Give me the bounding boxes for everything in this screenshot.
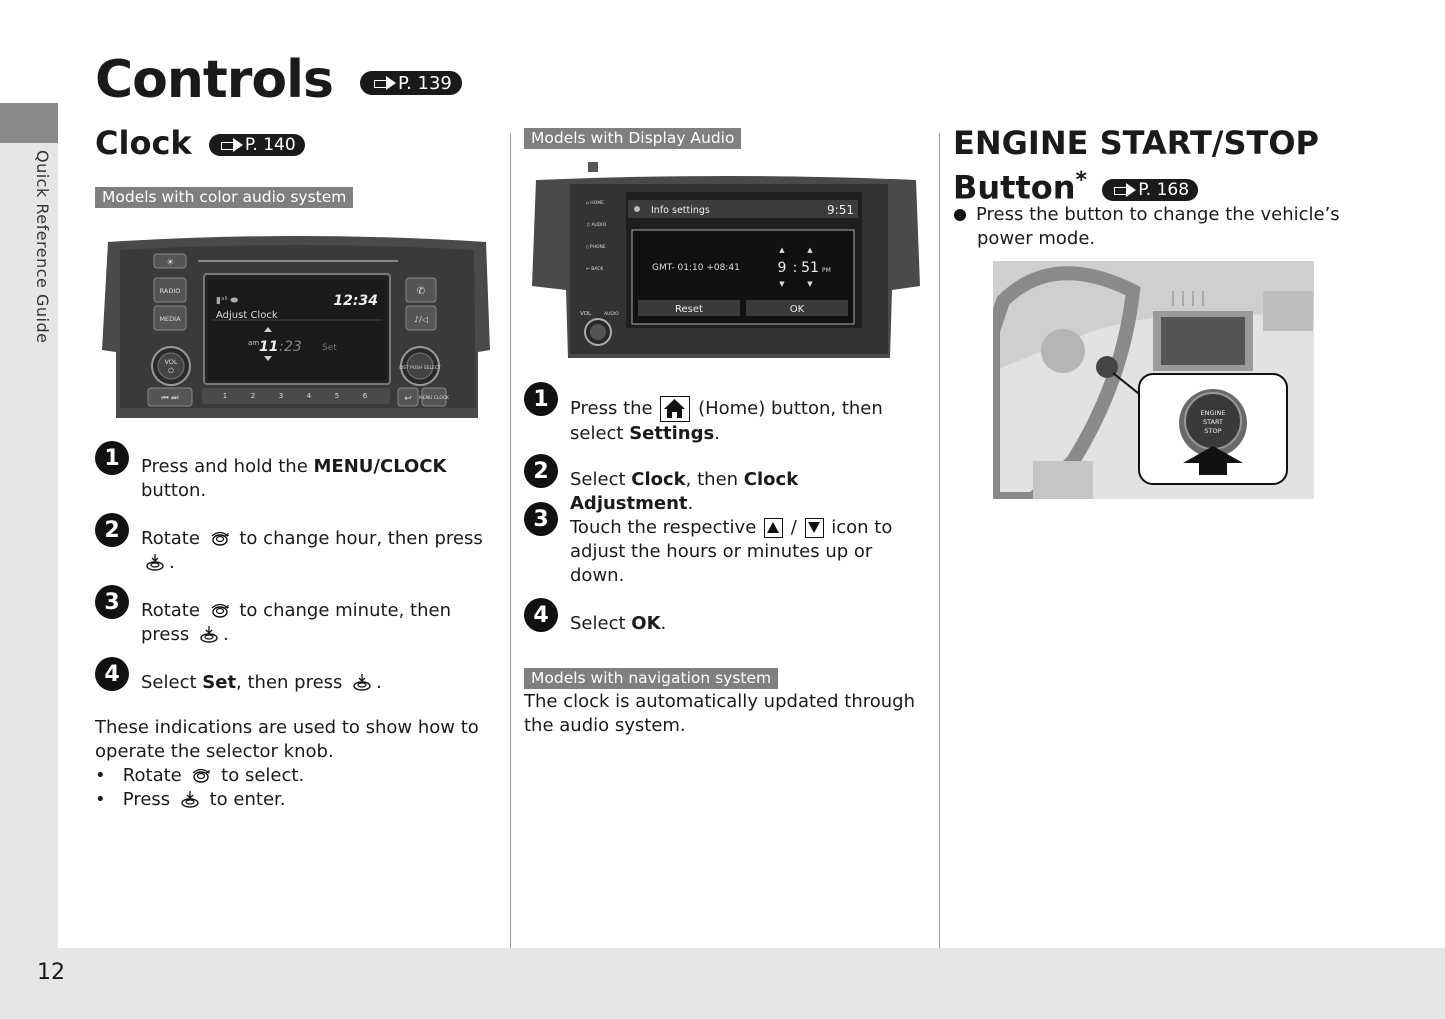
press-knob-icon [198, 625, 220, 643]
svg-text:23: 23 [284, 339, 302, 355]
clock-heading-text: Clock [95, 124, 192, 162]
da-ok-button: OK [789, 304, 805, 315]
svg-text:5: 5 [334, 392, 340, 400]
side-tab-marker [0, 103, 58, 143]
da-step-4: 4 Select OK. [524, 612, 924, 636]
navigation-tag: Models with navigation system [524, 668, 778, 689]
svg-text:▼: ▼ [779, 280, 785, 288]
arrow-right-icon [386, 76, 396, 90]
da-header-time: 9:51 [827, 203, 854, 217]
bullet-rotate: • Rotate to select. [95, 765, 305, 786]
rotate-knob-icon [190, 766, 212, 784]
svg-text:11: 11 [259, 339, 279, 355]
screen-label: Adjust Clock [216, 310, 278, 321]
page-title-text: Controls [95, 50, 333, 110]
vol-knob-label: VOL [164, 358, 178, 366]
display-audio-tag: Models with Display Audio [524, 128, 741, 149]
rotate-knob-icon [209, 529, 231, 547]
svg-text:START: START [1202, 418, 1224, 426]
clock-step-1: 1 Press and hold the MENU/CLOCK button. [95, 455, 495, 503]
svg-text:1: 1 [222, 392, 228, 400]
page-title [95, 50, 462, 110]
engine-heading-line2: Button [953, 168, 1076, 207]
svg-text:GMT- 01:10 +08:41: GMT- 01:10 +08:41 [652, 263, 740, 273]
clock-step-4: 4 Select Set, then press . [95, 671, 495, 695]
step-number: 3 [95, 585, 129, 619]
svg-text:AUDIO: AUDIO [604, 312, 619, 317]
svg-text:VOL: VOL [580, 311, 592, 317]
da-step-1: 1 Press the (Home) button, then select Settings. [524, 396, 924, 446]
page-ref-label: P. 139 [398, 72, 452, 94]
svg-text:↩: ↩ [404, 394, 412, 404]
engine-start-stop-image [993, 261, 1314, 499]
svg-text:↩ BACK: ↩ BACK [586, 267, 604, 272]
clock-step-2: 2 Rotate to change hour, then press . [95, 527, 495, 575]
color-audio-unit-image [98, 232, 494, 420]
menu-clock-button: MENU CLOCK [419, 396, 449, 401]
svg-text:9: 9 [777, 260, 787, 276]
svg-text:Set: Set [322, 343, 337, 353]
press-knob-icon [144, 553, 166, 571]
rotate-knob-icon [209, 601, 231, 619]
svg-text:6: 6 [362, 392, 368, 400]
step-number: 1 [95, 441, 129, 475]
svg-text:☀: ☀ [165, 258, 175, 268]
bottom-band [0, 948, 1445, 1019]
asterisk: * [1075, 168, 1088, 193]
svg-text:am: am [248, 339, 260, 347]
step-number: 4 [95, 657, 129, 691]
press-knob-icon [179, 790, 201, 808]
da-reset-button: Reset [675, 304, 703, 315]
svg-text:▲: ▲ [779, 246, 785, 254]
step-number: 1 [524, 382, 558, 416]
svg-text:⏮ ⏭: ⏮ ⏭ [161, 393, 179, 402]
arrow-right-icon [1126, 183, 1136, 197]
da-header-title: Info settings [651, 205, 710, 216]
svg-text:PM: PM [822, 267, 831, 274]
engine-ref-link[interactable] [1102, 179, 1198, 201]
svg-text::: : [792, 260, 798, 276]
down-arrow-icon [805, 518, 824, 538]
svg-text:▮ᵃˡˡ ⬬: ▮ᵃˡˡ ⬬ [216, 296, 239, 306]
svg-text:51: 51 [801, 260, 819, 276]
svg-text::: : [279, 339, 284, 355]
engine-heading [953, 124, 1353, 207]
bullet-press: • Press to enter. [95, 789, 286, 810]
engine-bullet: Press the button to change the vehicle’s power mode. [954, 203, 1354, 251]
screen-time: 12:34 [333, 293, 378, 309]
svg-text:▼: ▼ [807, 280, 813, 288]
clock-heading [95, 124, 305, 162]
da-step-3: 3 Touch the respective / icon to adjust the hours or minutes up or down. [524, 516, 914, 588]
knob-note: These indications are used to show how to operate the selector knob. • Rotate to select. • Press to enter. [95, 716, 505, 812]
svg-text:✆: ✆ [416, 286, 426, 297]
step-number: 2 [524, 454, 558, 488]
bullet-dot [954, 209, 966, 221]
svg-text:♪/◁: ♪/◁ [414, 315, 428, 324]
press-knob-icon [351, 673, 373, 691]
engine-heading-line1: ENGINE START/STOP [953, 124, 1319, 162]
svg-text:⏻: ⏻ [168, 367, 174, 375]
page-ref-link[interactable] [360, 71, 462, 95]
navigation-note: The clock is automatically updated through the audio system. [524, 691, 915, 736]
up-arrow-icon [764, 518, 783, 538]
svg-text:▯ PHONE: ▯ PHONE [586, 245, 606, 250]
step-number: 3 [524, 502, 558, 536]
svg-text:▲: ▲ [807, 246, 813, 254]
color-audio-tag: Models with color audio system [95, 187, 353, 208]
radio-button: RADIO [159, 287, 181, 295]
home-icon [660, 396, 690, 422]
clock-ref-link[interactable] [209, 134, 305, 156]
svg-text:4: 4 [306, 392, 312, 400]
select-knob-label: LIST PUSH SELECT [399, 366, 441, 371]
media-button: MEDIA [159, 315, 181, 323]
svg-text:♫ AUDIO: ♫ AUDIO [586, 223, 607, 228]
step-number: 2 [95, 513, 129, 547]
engine-ref-label: P. 168 [1138, 179, 1190, 200]
da-step-2: 2 Select Clock, then Clock Adjustment. [524, 468, 924, 516]
svg-text:3: 3 [278, 392, 284, 400]
display-audio-unit-image [528, 160, 924, 360]
clock-step-3: 3 Rotate to change minute, then press . [95, 599, 495, 647]
step-number: 4 [524, 598, 558, 632]
arrow-right-icon [233, 138, 243, 152]
page-number: 12 [37, 960, 65, 985]
svg-text:ENGINE: ENGINE [1200, 409, 1226, 417]
svg-text:STOP: STOP [1204, 427, 1222, 435]
svg-text:⌂ HOME: ⌂ HOME [586, 201, 604, 206]
clock-ref-label: P. 140 [244, 135, 296, 155]
side-label: Quick Reference Guide [33, 150, 52, 344]
svg-text:2: 2 [250, 392, 256, 400]
